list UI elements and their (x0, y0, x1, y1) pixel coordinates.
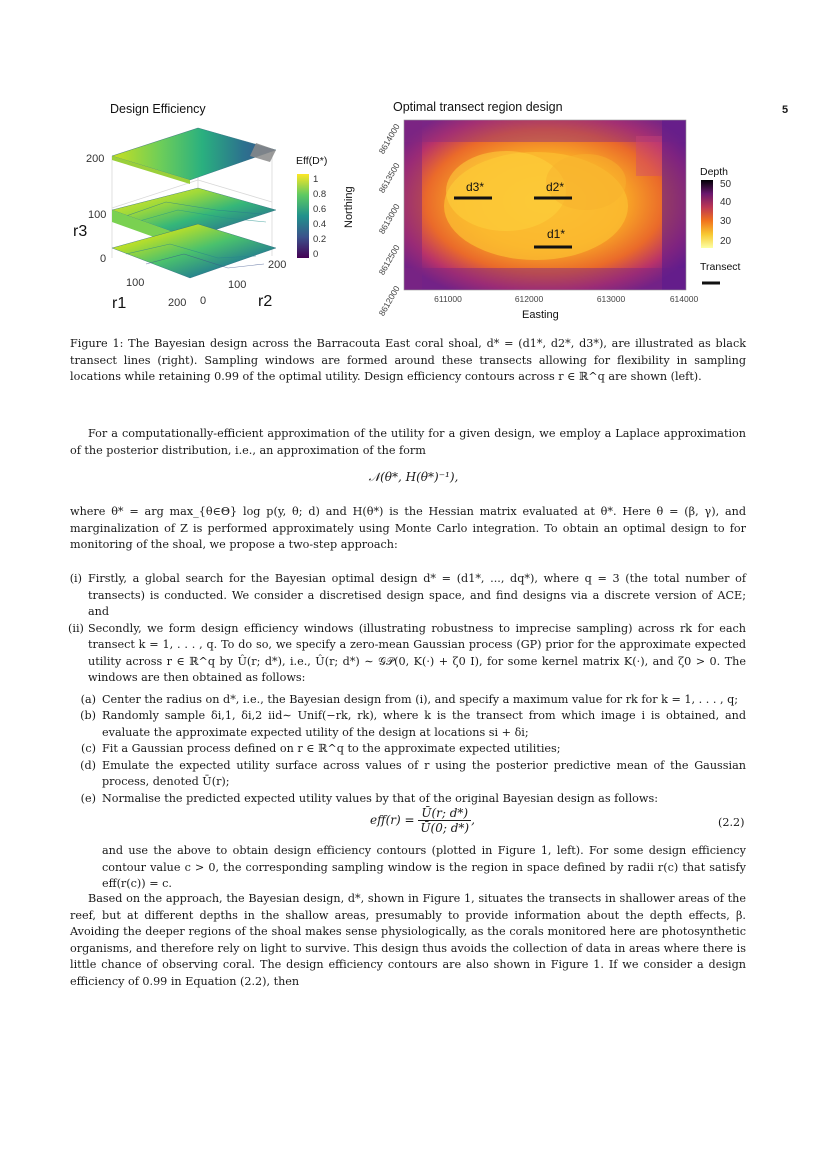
r3-tick-200: 200 (86, 153, 105, 165)
x-axis-label: Easting (522, 309, 559, 321)
equation-denominator: Ū(0; d*) (420, 821, 470, 835)
depth-legend-tick: 40 (720, 197, 732, 208)
substep-label: (e) (80, 791, 96, 805)
r1-tick-200: 200 (168, 297, 187, 309)
figure-caption: Figure 1: The Bayesian design across the Barracouta East coral shoal, d* = (d1*, d2*, d3*), are illustrated as black transect lines (right). Sampling windows are formed around these transects allowing for flexibility in sampling locations while retaining 0.99 of the optimal utility. Design efficiency contours across r ∈ ℝ^q are shown (left). (70, 337, 746, 383)
transect-label-d2: d2* (546, 180, 565, 194)
y-tick: 8612500 (376, 243, 402, 277)
eff-legend-colorbar (297, 174, 309, 258)
eff-legend-tick: 0.4 (313, 219, 327, 230)
substep-label: (d) (80, 758, 96, 772)
substep-label: (b) (80, 709, 96, 722)
eff-legend-tick: 0.2 (313, 234, 327, 245)
transect-label-d3: d3* (466, 180, 485, 194)
steps-list (70, 571, 746, 807)
design-efficiency-figure (66, 98, 336, 318)
equation-number: (2.2) (718, 816, 745, 829)
after-equation-text: and use the above to obtain design efficiency contours (plotted in Figure 1, left). For some design efficiency contour value c > 0, the corresponding sampling window is the region in space defined by radii r(c) that satisfy eff(r(c)) = c. (102, 844, 746, 890)
step-text: Firstly, a global search for the Bayesian optimal design d* = (d1*, ..., dq*), where q = 3 (the total number of transects) is conducted. We consider a discretised design space, and find designs via a discrete version of ACE; and (88, 572, 746, 618)
step-item (70, 571, 746, 621)
substep-text: Fit a Gaussian process defined on r ∈ ℝ^q to the approximate expected utilities; (102, 742, 561, 755)
equation-lhs: eff(r) = (370, 813, 415, 827)
equation-tail: , (471, 813, 475, 827)
r1-axis-label: r1 (112, 295, 127, 312)
equation-laplace: 𝒩(θ*, H(θ*)⁻¹), (368, 470, 459, 484)
y-tick: 8612000 (376, 284, 402, 318)
step-item (70, 621, 746, 687)
substep-item (70, 692, 746, 709)
substep-text: Randomly sample δi,1, δi,2 iid∼ Unif(−rk, rk), where k is the transect from which image i is obtained, and evaluate the approximate expected utility of the design at locations si + δi; (102, 709, 746, 739)
x-tick: 611000 (434, 294, 462, 304)
eff-legend-tick: 1 (313, 174, 319, 185)
step-label: (ii) (68, 621, 84, 635)
r3-tick-0: 0 (100, 253, 107, 265)
depth-legend-title: Depth (700, 166, 729, 178)
eff-legend-tick: 0.6 (313, 204, 327, 215)
depth-legend-tick: 30 (720, 216, 732, 227)
r2-tick-0: 0 (200, 295, 207, 307)
equation-fraction (418, 806, 471, 835)
substep-item (70, 741, 746, 758)
depth-legend-tick: 20 (720, 236, 732, 247)
x-tick: 613000 (596, 294, 626, 304)
paragraph-3-text: Based on the approach, the Bayesian design, d*, shown in Figure 1, situates the transects in shallower areas of the reef, but at different depths in the shallow areas, presumably to provide information about the depth effects, β. Avoiding the deeper regions of the shoal makes sense physiologically, as the corals monitored here are photosynthetic organisms, and therefore rely on light to survive. This design thus avoids the collection of data in areas where there is little chance of observing coral. The design efficiency contours are also shown in Figure 1. If we consider a design efficiency of 0.99 in Equation (2.2), then (70, 892, 746, 988)
page-number: 5 (782, 104, 789, 116)
substep-text: Center the radius on d*, i.e., the Bayesian design from (i), and specify a maximum value for rk for k = 1, . . . , q; (102, 692, 739, 706)
transect-legend-title: Transect (700, 261, 741, 273)
paragraph-2-text: where θ* = arg max_{θ∈Θ} log p(y, θ; d) and H(θ*) is the Hessian matrix evaluated at θ*. Here θ = (β, γ), and marginalization of Z is performed approximately using Monte Carlo integration. To obtain an optimal design to for monitoring of the shoal, we propose a two-step approach: (70, 505, 746, 551)
eff-legend-tick: 0 (313, 249, 319, 260)
paragraph-1 (70, 426, 746, 459)
transect-label-d1: d1* (547, 227, 566, 241)
paragraph-3 (70, 891, 746, 990)
substep-item (70, 791, 746, 808)
y-tick: 8613500 (376, 161, 402, 195)
r2-axis-label: r2 (258, 293, 273, 310)
equation-body (370, 806, 475, 835)
eff-legend-title: Eff(D*) (296, 155, 328, 167)
substep-text: Emulate the expected utility surface across values of r using the posterior predictive mean of the Gaussian process, denoted Ū(r); (102, 758, 746, 788)
x-tick: 614000 (669, 294, 699, 304)
r2-tick-100: 100 (228, 279, 247, 291)
y-tick: 8614000 (376, 122, 402, 156)
substep-label: (c) (81, 742, 96, 755)
y-axis-label: Northing (343, 186, 355, 228)
left-figure-title: Design Efficiency (110, 102, 206, 116)
step-text: Secondly, we form design efficiency windows (illustrating robustness to imprecise sampling) across rk for each transect k = 1, . . . , q. To do so, we specify a zero-mean Gaussian process (GP) prior for the approximate expected utility across r ∈ ℝ^q by Û(r; d*), i.e., Û(r; d*) ∼ 𝒢𝒫(0, K(·) + ζ0 I), for some kernel matrix K(·), and ζ0 > 0. The windows are then obtained as follows: (88, 621, 746, 684)
y-tick: 8613000 (376, 202, 402, 236)
step-label: (i) (69, 572, 82, 585)
transect-map-figure (336, 96, 756, 328)
right-figure-title: Optimal transect region design (393, 100, 563, 114)
eff-legend-tick: 0.8 (313, 189, 327, 200)
r1-tick-100: 100 (126, 277, 145, 289)
paragraph-1-text: For a computationally-efficient approximation of the utility for a given design, we employ a Laplace approximation of the posterior distribution, i.e., an approximation of the form (70, 427, 746, 457)
r2-tick-200: 200 (268, 259, 287, 271)
substep-item (70, 708, 746, 741)
r3-axis-label: r3 (73, 223, 88, 240)
substep-item (70, 758, 746, 791)
depth-legend-tick: 50 (720, 179, 732, 190)
substep-label: (a) (80, 692, 96, 706)
x-tick: 612000 (514, 294, 544, 304)
depth-legend-colorbar (701, 180, 713, 248)
substep-text: Normalise the predicted expected utility values by that of the original Bayesian design as follows: (102, 791, 658, 805)
r3-tick-100: 100 (88, 209, 107, 221)
equation-numerator: Ū(r; d*) (418, 806, 471, 821)
paragraph-2 (70, 504, 746, 554)
